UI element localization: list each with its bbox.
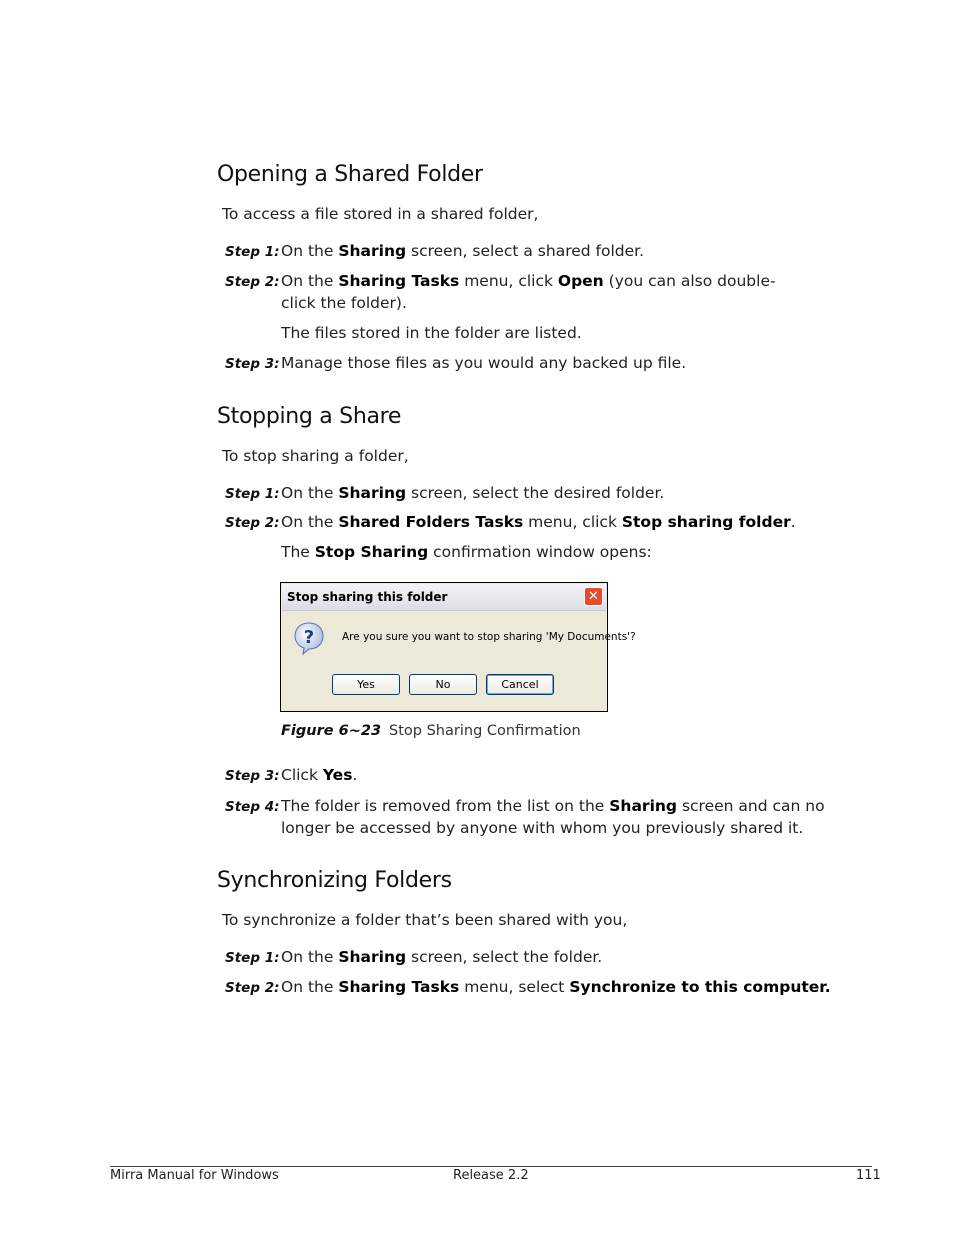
step-text: Click Yes. (281, 766, 358, 784)
intro-text: To access a file stored in a shared folder, (222, 205, 539, 223)
step-label: Step 3: (225, 768, 280, 784)
close-icon[interactable]: ✕ (584, 587, 603, 606)
note-text: The files stored in the folder are listed. (281, 324, 582, 342)
step-text: On the Sharing screen, select the folder. (281, 948, 603, 966)
note-text: The Stop Sharing confirmation window opens: (281, 543, 652, 561)
step-item (225, 482, 845, 504)
step-item (225, 795, 845, 839)
step-text: On the Sharing Tasks menu, select Synchronize to this computer. (281, 978, 831, 996)
step-text: On the Shared Folders Tasks menu, click Stop sharing folder. (281, 513, 796, 531)
yes-button[interactable]: Yes (332, 674, 400, 695)
dialog-title-bar (282, 584, 606, 611)
intro-text: To stop sharing a folder, (222, 447, 409, 465)
step-label: Step 2: (225, 980, 280, 996)
heading-stopping-share: Stopping a Share (217, 404, 402, 429)
step-item (225, 511, 845, 533)
step-text: On the Sharing screen, select the desired folder. (281, 484, 665, 502)
cancel-button[interactable]: Cancel (486, 674, 554, 695)
figure-caption-text: Stop Sharing Confirmation (389, 723, 581, 739)
step-label: Step 1: (225, 486, 280, 502)
step-label: Step 3: (225, 356, 280, 372)
step-label: Step 1: (225, 244, 280, 260)
step-text: On the Sharing Tasks menu, click Open (you can also double-click the folder). (281, 272, 776, 312)
step-text: On the Sharing screen, select a shared folder. (281, 242, 645, 260)
step-label: Step 2: (225, 274, 280, 290)
stop-sharing-dialog (280, 582, 636, 712)
intro-text: To synchronize a folder that’s been shared with you, (222, 911, 628, 929)
step-item (225, 270, 845, 314)
step-label: Step 4: (225, 799, 280, 815)
step-item (225, 976, 845, 998)
no-button[interactable]: No (409, 674, 477, 695)
figure-caption (281, 723, 581, 739)
footer-manual-title: Mirra Manual for Windows (110, 1168, 279, 1183)
step-item (225, 946, 845, 968)
svg-text:?: ? (303, 627, 315, 648)
figure-label: Figure 6~23 (281, 723, 382, 739)
step-text: The folder is removed from the list on the Sharing screen and can no longer be accessed by anyone with whom you previously shared it. (281, 797, 825, 837)
footer-release: Release 2.2 (453, 1168, 529, 1183)
step-text: Manage those files as you would any backed up file. (281, 354, 687, 372)
step-item (225, 240, 845, 262)
step-item (225, 764, 845, 786)
dialog-message: Are you sure you want to stop sharing 'My Documents'? (342, 631, 636, 643)
dialog-title: Stop sharing this folder (287, 590, 448, 604)
step-label: Step 1: (225, 950, 280, 966)
heading-synchronizing-folders: Synchronizing Folders (217, 868, 452, 893)
step-item (225, 352, 845, 374)
question-icon (293, 621, 325, 655)
footer-page-number: 111 (856, 1168, 881, 1183)
heading-opening-shared-folder: Opening a Shared Folder (217, 162, 483, 187)
footer-divider (110, 1166, 872, 1167)
step-label: Step 2: (225, 515, 280, 531)
